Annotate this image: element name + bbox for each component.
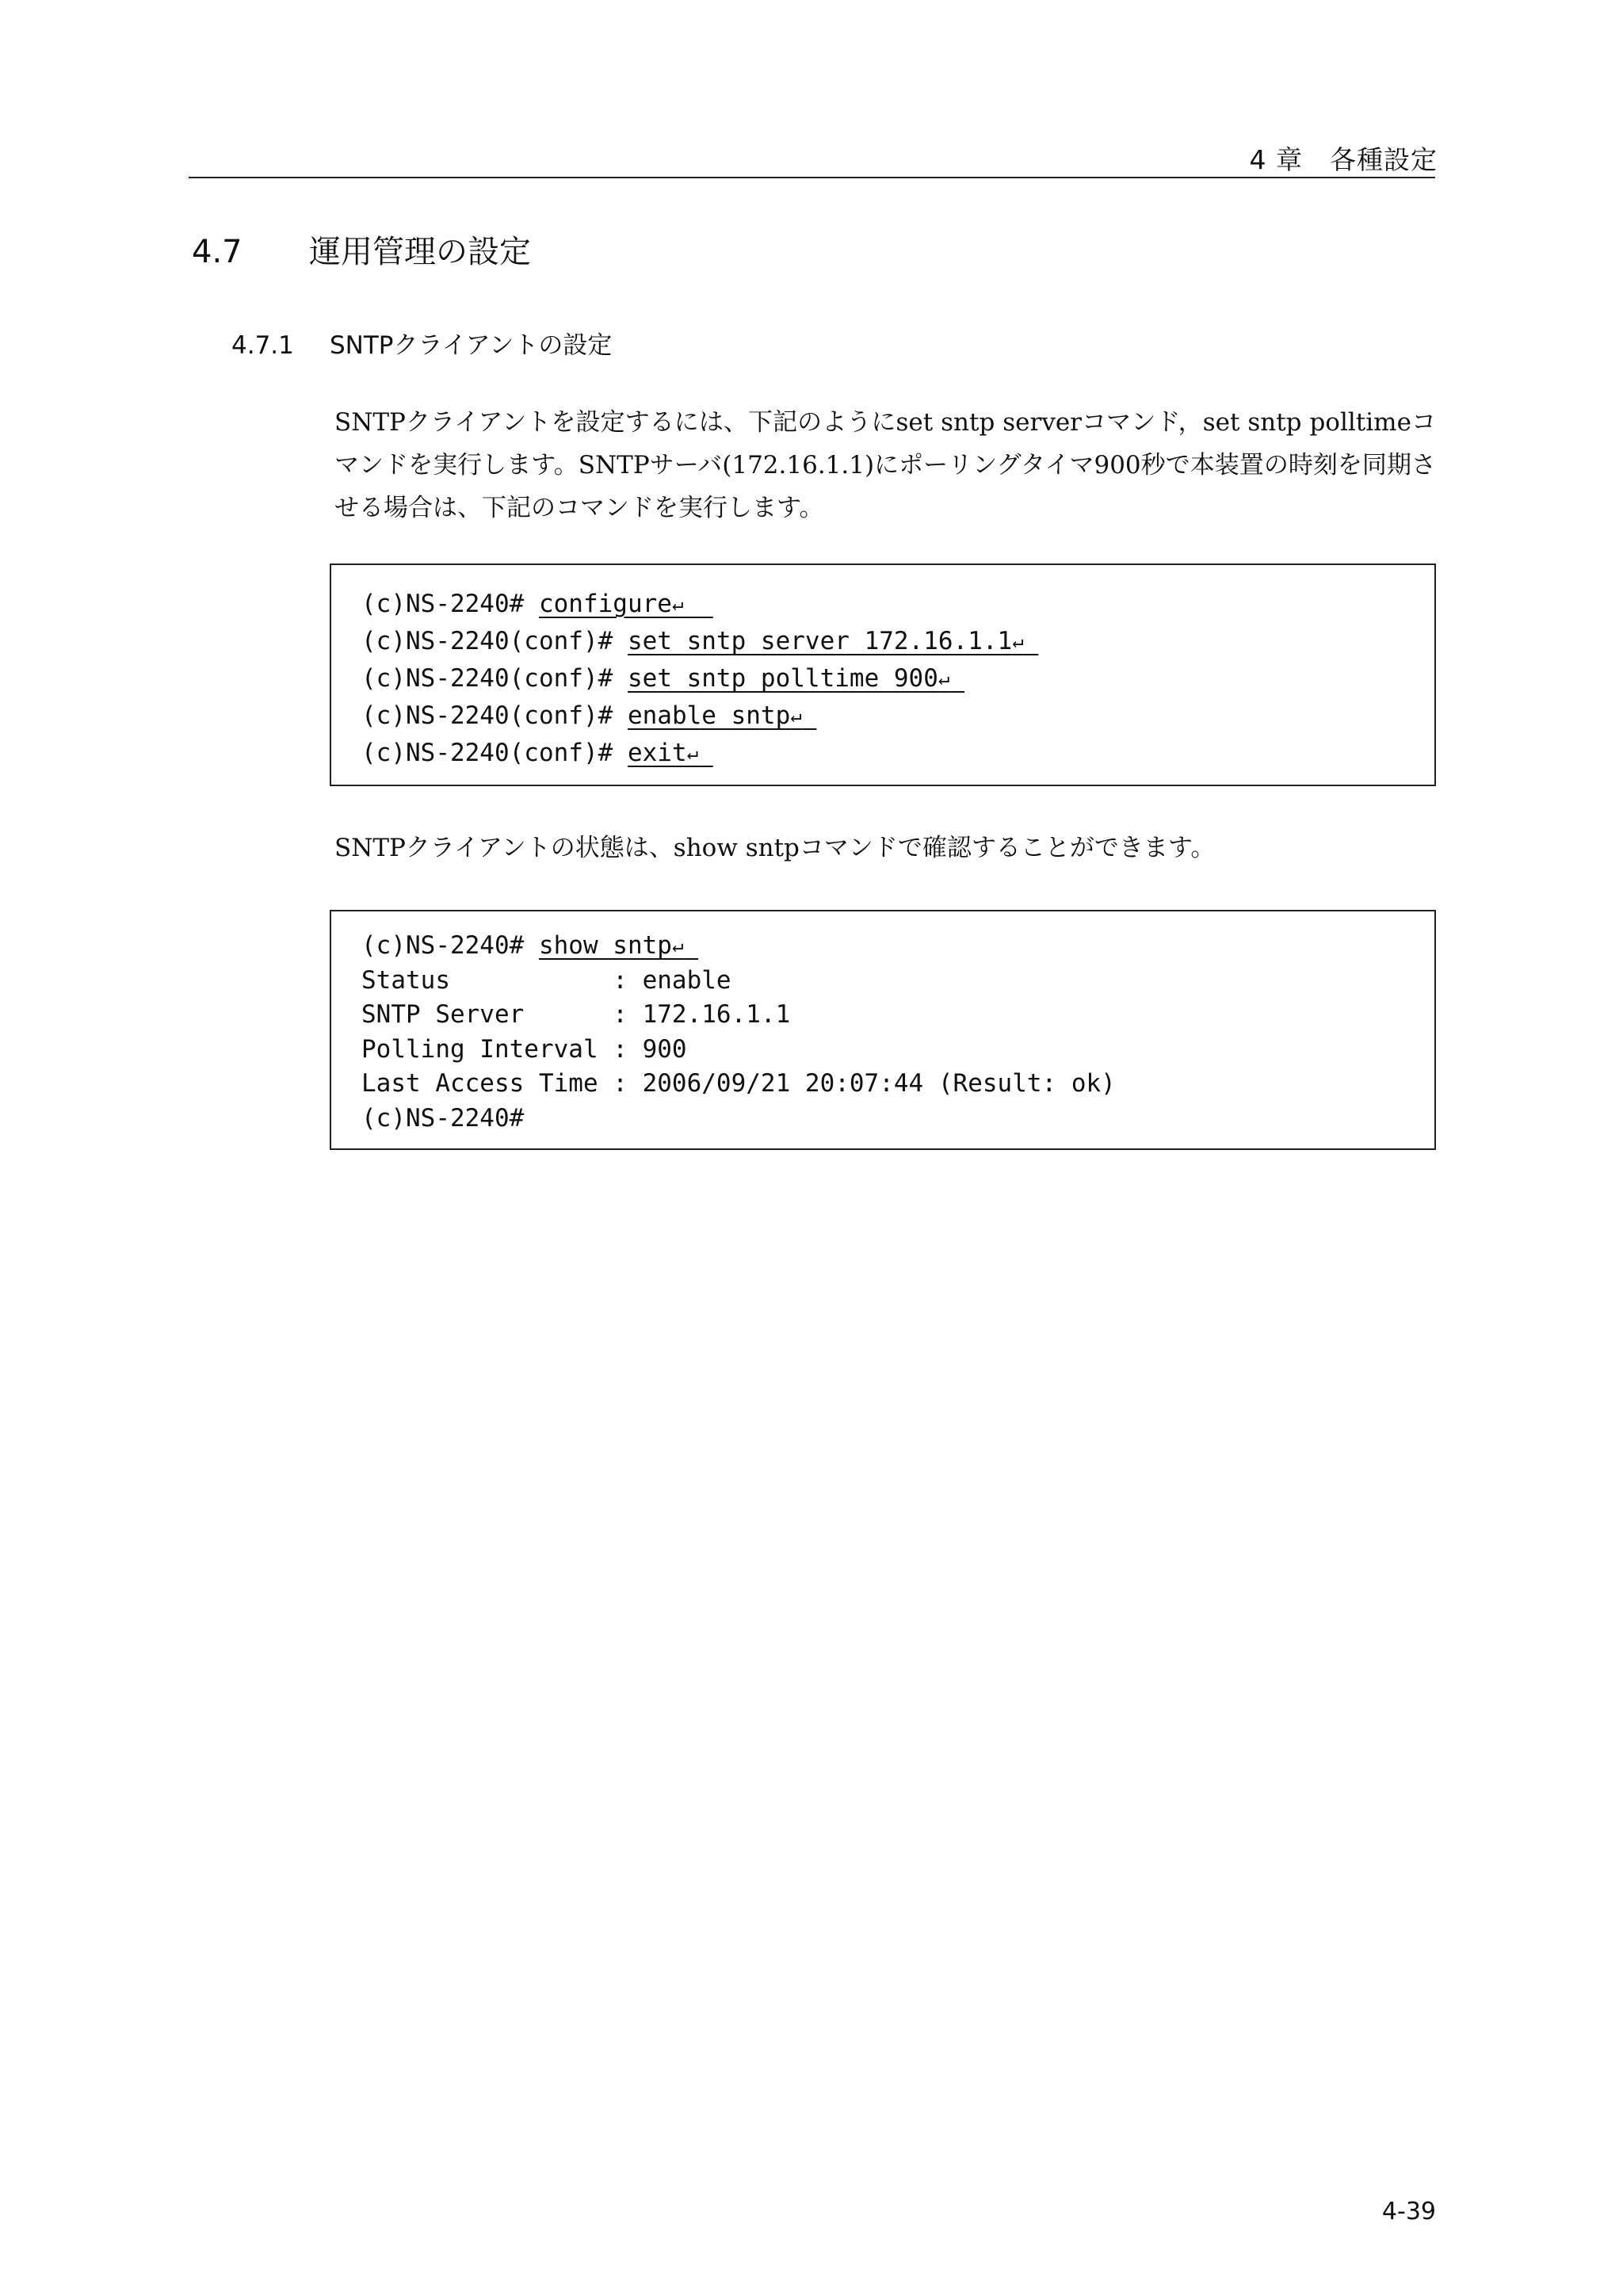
cli-output-line: Last Access Time : 2006/09/21 20:07:44 (Result: ok) — [361, 1069, 1116, 1098]
cli-output-line: Status : enable — [361, 965, 731, 995]
cli-prompt: (c)NS-2240(conf)# — [361, 739, 628, 767]
cli-command: set sntp server 172.16.1.1↵ — [627, 627, 1024, 655]
cli-prompt: (c)NS-2240(conf)# — [361, 701, 628, 730]
cli-output-line: Polling Interval : 900 — [361, 1034, 687, 1064]
cli-prompt: (c)NS-2240# — [361, 590, 539, 618]
cli-prompt: (c)NS-2240# — [361, 931, 539, 960]
config-command-example — [330, 563, 1436, 786]
header-rule — [189, 177, 1435, 178]
section-title — [192, 227, 531, 272]
cli-prompt: (c)NS-2240(conf)# — [361, 664, 628, 693]
subsection-heading: SNTPクライアントの設定 — [330, 331, 613, 360]
code-line — [361, 660, 1434, 697]
enter-key-icon: ↵ — [671, 934, 684, 957]
enter-key-icon: ↵ — [1012, 630, 1024, 652]
code-line — [361, 623, 1434, 660]
cli-command: configure↵ — [538, 590, 684, 618]
subsection-number: 4.7.1 — [231, 331, 294, 360]
enter-key-icon: ↵ — [671, 593, 684, 615]
body-paragraph-config: SNTPクライアントを設定するには、下記のようにset sntp serverコマンド，set sntp polltimeコマンドを実行します。SNTPサーバ(172.16.1.1)にポーリングタイマ900秒で本装置の時刻を同期させる場合は、下記のコマンドを実行します。 — [334, 408, 1436, 522]
body-paragraph-status: SNTPクライアントの状態は、show sntpコマンドで確認することができます。 — [334, 834, 1216, 862]
cli-command: enable sntp↵ — [627, 701, 802, 730]
show-command-example — [330, 910, 1436, 1150]
cli-command: set sntp polltime 900↵ — [627, 664, 950, 693]
section-number: 4.7 — [192, 234, 242, 270]
section-heading: 運用管理の設定 — [309, 234, 531, 270]
page-number: 4-39 — [1381, 2198, 1436, 2225]
code-line — [361, 929, 1434, 964]
cli-final-prompt: (c)NS-2240# — [361, 1103, 525, 1133]
enter-key-icon: ↵ — [686, 742, 699, 764]
code-line — [361, 697, 1434, 735]
subsection-title — [231, 325, 612, 361]
cli-command: show sntp↵ — [538, 931, 684, 960]
cli-prompt: (c)NS-2240(conf)# — [361, 627, 628, 655]
code-line — [361, 586, 1434, 623]
running-header: 4 章 各種設定 — [1249, 144, 1438, 175]
code-line — [361, 735, 1434, 772]
cli-command: exit↵ — [627, 739, 699, 767]
enter-key-icon: ↵ — [938, 667, 950, 690]
enter-key-icon: ↵ — [790, 705, 802, 727]
cli-output-line: SNTP Server : 172.16.1.1 — [361, 1000, 791, 1029]
